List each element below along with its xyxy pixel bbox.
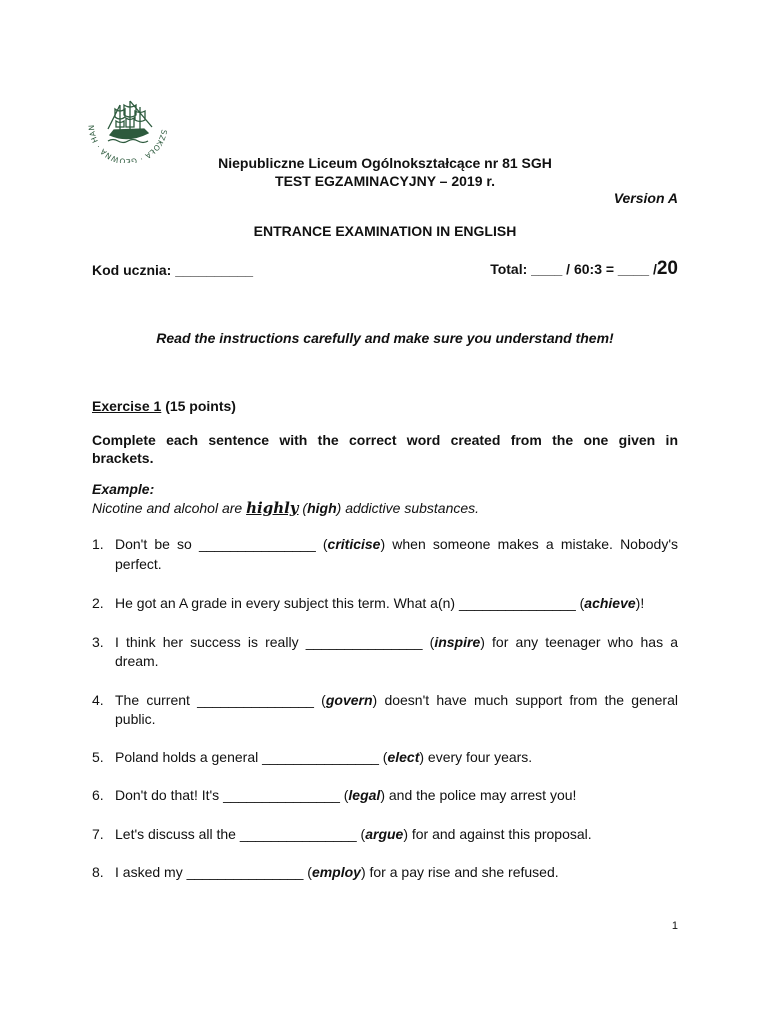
example-before: Nicotine and alcohol are bbox=[92, 500, 247, 516]
version-label: Version A bbox=[613, 190, 678, 206]
item-text: He got an A grade in every subject this term. What a(n) _______________ ( bbox=[115, 595, 585, 611]
list-item bbox=[92, 691, 678, 730]
item-text: The current _______________ ( bbox=[115, 691, 326, 708]
list-item bbox=[92, 535, 678, 574]
instructions: Read the instructions carefully and make sure you understand them! bbox=[156, 330, 614, 346]
example-label: Example: bbox=[92, 481, 155, 497]
ship-seal-icon bbox=[82, 83, 178, 163]
item-text: Poland holds a general _______________ ( bbox=[115, 748, 388, 765]
item-text: ) and the police may arrest you! bbox=[380, 787, 577, 803]
item-text: )! bbox=[635, 595, 645, 611]
seal-lettering: SZKOŁA · GŁÓWNA · HAN bbox=[86, 124, 169, 163]
item-text: Don't do that! It's _______________ ( bbox=[115, 787, 349, 803]
item-number: 3. bbox=[92, 633, 104, 650]
item-text: Don't be so _______________ ( bbox=[115, 536, 328, 552]
list-item bbox=[92, 748, 678, 768]
item-number: 7. bbox=[92, 825, 104, 842]
item-word: employ bbox=[311, 864, 361, 880]
exercise-title: Exercise 1 bbox=[92, 398, 162, 414]
list-item bbox=[92, 786, 678, 806]
page-number: 1 bbox=[671, 920, 678, 932]
item-text: ) for a pay rise and she refused. bbox=[360, 864, 559, 880]
item-word: inspire bbox=[434, 633, 481, 650]
item-text: ) for any teenager who has a dream. bbox=[115, 633, 678, 669]
example-after: ) addictive substances. bbox=[336, 500, 480, 516]
item-number: 1. bbox=[92, 536, 104, 552]
exercise-points: (15 points) bbox=[165, 398, 236, 414]
total-score-formula: Total: ____ / 60:3 = ____ / bbox=[490, 261, 657, 277]
item-text: ) when someone makes a mistake. Nobody's perfect. bbox=[115, 536, 678, 572]
list-item bbox=[92, 863, 678, 883]
school-seal-logo bbox=[82, 83, 178, 163]
item-number: 2. bbox=[92, 595, 104, 611]
list-item bbox=[92, 594, 678, 614]
example-sentence bbox=[92, 499, 479, 517]
svg-text:SZKOŁA · GŁÓWNA · HANDLOWA · W bbox=[82, 83, 169, 163]
item-text: Let's discuss all the _______________ ( bbox=[115, 825, 366, 842]
student-code-field: Kod ucznia: __________ bbox=[92, 262, 254, 278]
item-text: ) for and against this proposal. bbox=[403, 825, 592, 842]
item-text: ) every four years. bbox=[419, 748, 533, 765]
item-word: legal bbox=[348, 787, 381, 803]
item-number: 8. bbox=[92, 864, 104, 880]
list-item bbox=[92, 825, 678, 845]
total-score bbox=[490, 258, 678, 280]
item-number: 4. bbox=[92, 691, 104, 708]
item-text: I think her success is really _______________ ( bbox=[115, 633, 435, 650]
item-text: ) doesn't have much support from the general public. bbox=[115, 691, 678, 727]
item-word: argue bbox=[365, 825, 404, 842]
item-word: criticise bbox=[327, 536, 381, 552]
test-title: TEST EGZAMINACYJNY – 2019 r. bbox=[275, 173, 495, 189]
item-word: elect bbox=[387, 748, 420, 765]
item-word: achieve bbox=[584, 595, 636, 611]
example-answer: highly bbox=[246, 499, 299, 517]
exercise-items bbox=[92, 535, 678, 883]
item-number: 6. bbox=[92, 787, 104, 803]
example-open: ( bbox=[298, 500, 308, 516]
exercise-heading bbox=[92, 398, 236, 414]
list-item bbox=[92, 633, 678, 672]
total-score-max: 20 bbox=[656, 258, 678, 279]
school-name: Niepubliczne Liceum Ogólnokształcące nr 81 SGH bbox=[218, 155, 552, 171]
item-word: govern bbox=[325, 691, 373, 708]
exam-title: ENTRANCE EXAMINATION IN ENGLISH bbox=[253, 223, 517, 239]
example-word: high bbox=[307, 500, 337, 516]
exercise-description: Complete each sentence with the correct word created from the one given in brackets. bbox=[92, 432, 678, 466]
item-text: I asked my _______________ ( bbox=[115, 864, 312, 880]
item-number: 5. bbox=[92, 748, 104, 765]
